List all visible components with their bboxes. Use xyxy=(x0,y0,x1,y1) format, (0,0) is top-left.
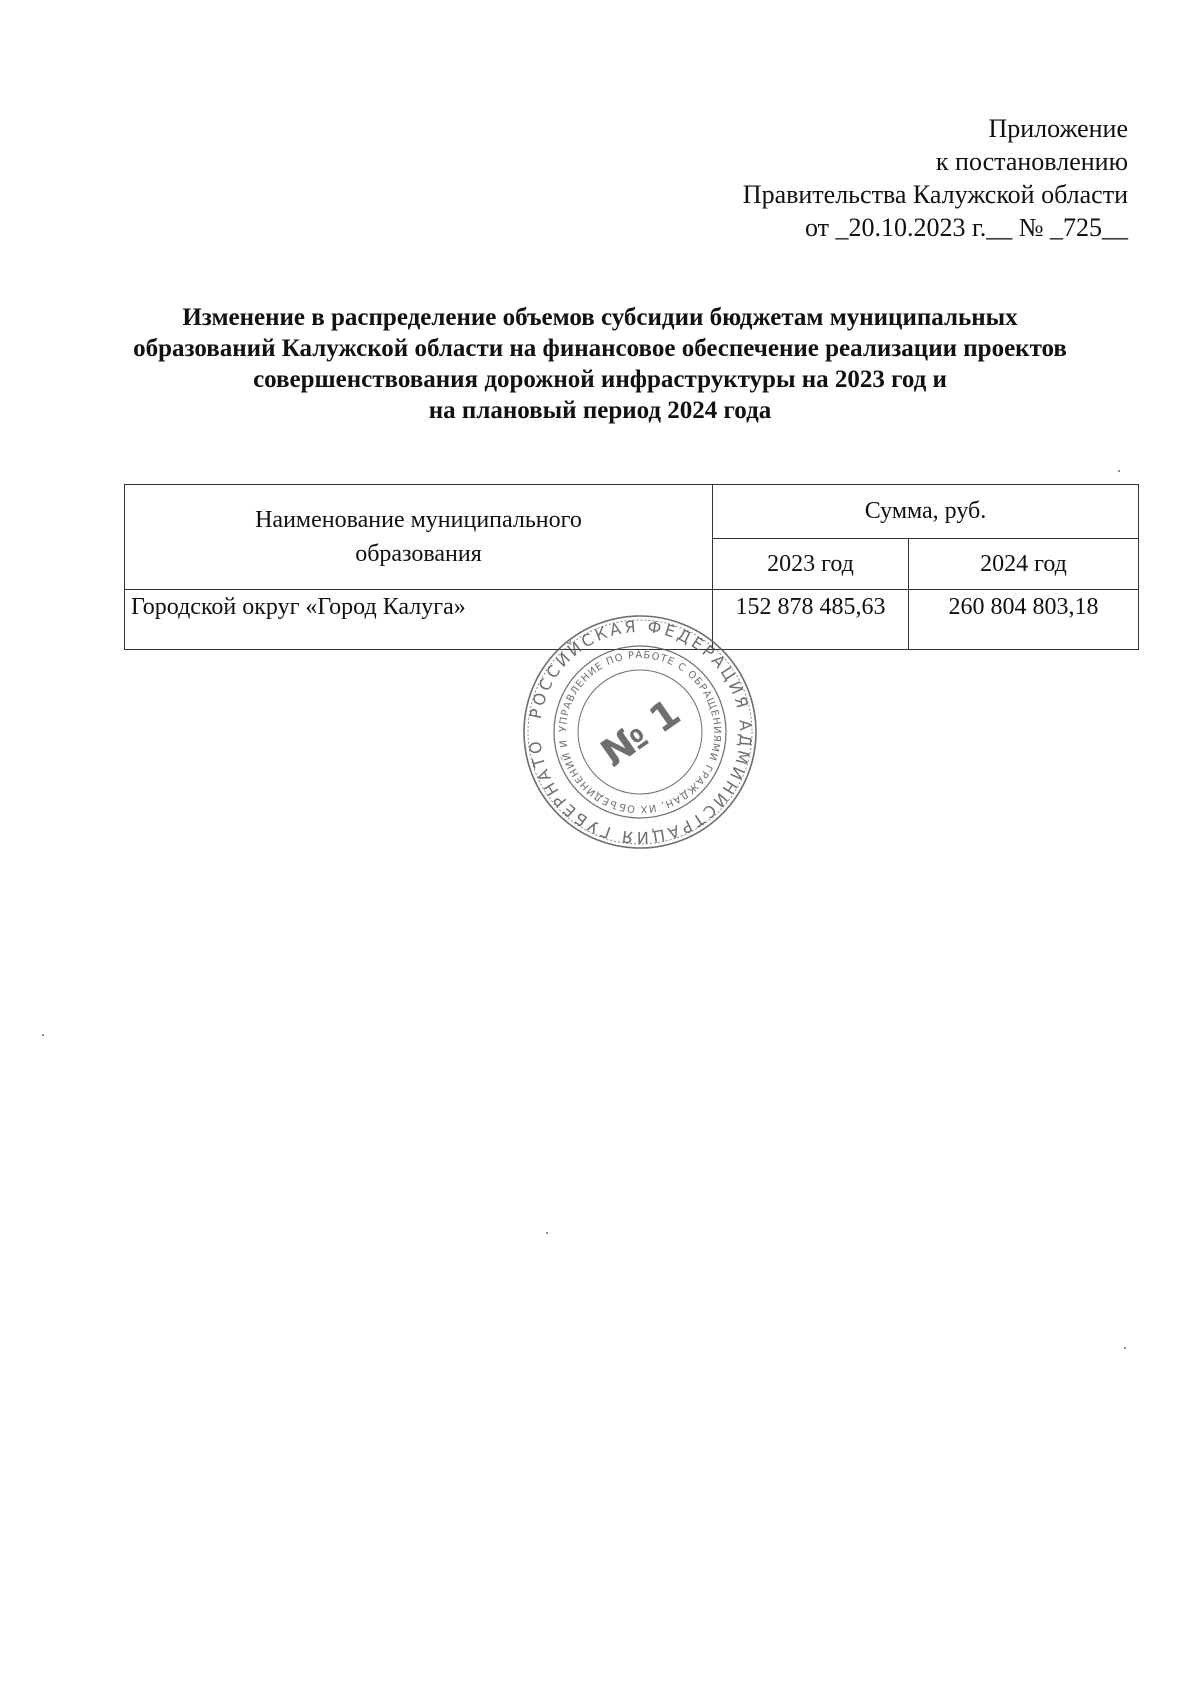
seal-outer-text: РОССИЙСКАЯ ФЕДЕРАЦИЯ АДМИНИСТРАЦИЯ ГУБЕРНАТО xyxy=(524,616,756,848)
seal-center-number: № 1 xyxy=(592,690,689,776)
document-title xyxy=(120,302,1080,426)
title-line: образований Калужской области на финансовое обеспечение реализации проектов xyxy=(133,335,1067,362)
title-line: совершенствования дорожной инфраструктуры на 2023 год и xyxy=(253,366,947,393)
row-amount-2024: 260 804 803,18 xyxy=(909,590,1139,650)
appendix-date-number: от _20.10.2023 г.__ № _725__ xyxy=(804,213,1128,242)
row-municipality-name: Городской округ «Город Калуга» xyxy=(125,590,713,650)
header-municipality xyxy=(125,485,713,590)
header-municipality-line: образования xyxy=(355,541,482,567)
appendix-line: Правительства Калужской области xyxy=(742,180,1128,209)
row-amount-2023: 152 878 485,63 xyxy=(713,590,909,650)
seal-graphic xyxy=(520,612,760,852)
appendix-line: Приложение xyxy=(988,114,1128,143)
official-seal-stamp xyxy=(520,612,760,852)
header-sum: Сумма, руб. xyxy=(713,485,1139,539)
appendix-reference xyxy=(743,112,1128,244)
header-year-2023: 2023 год xyxy=(713,539,909,590)
title-line: Изменение в распределение объемов субсидии бюджетам муниципальных xyxy=(182,304,1018,331)
seal-inner-text: УПРАВЛЕНИЕ ПО РАБОТЕ С ОБРАЩЕНИЯМИ ГРАЖДАН, ИХ ОБЪЕДИНЕНИЙ И xyxy=(557,649,723,815)
title-line: на плановый период 2024 года xyxy=(428,397,772,424)
appendix-line: к постановлению xyxy=(935,147,1128,176)
header-municipality-line: Наименование муниципального xyxy=(255,507,582,533)
table-header-row xyxy=(125,485,1139,539)
header-year-2024: 2024 год xyxy=(909,539,1139,590)
